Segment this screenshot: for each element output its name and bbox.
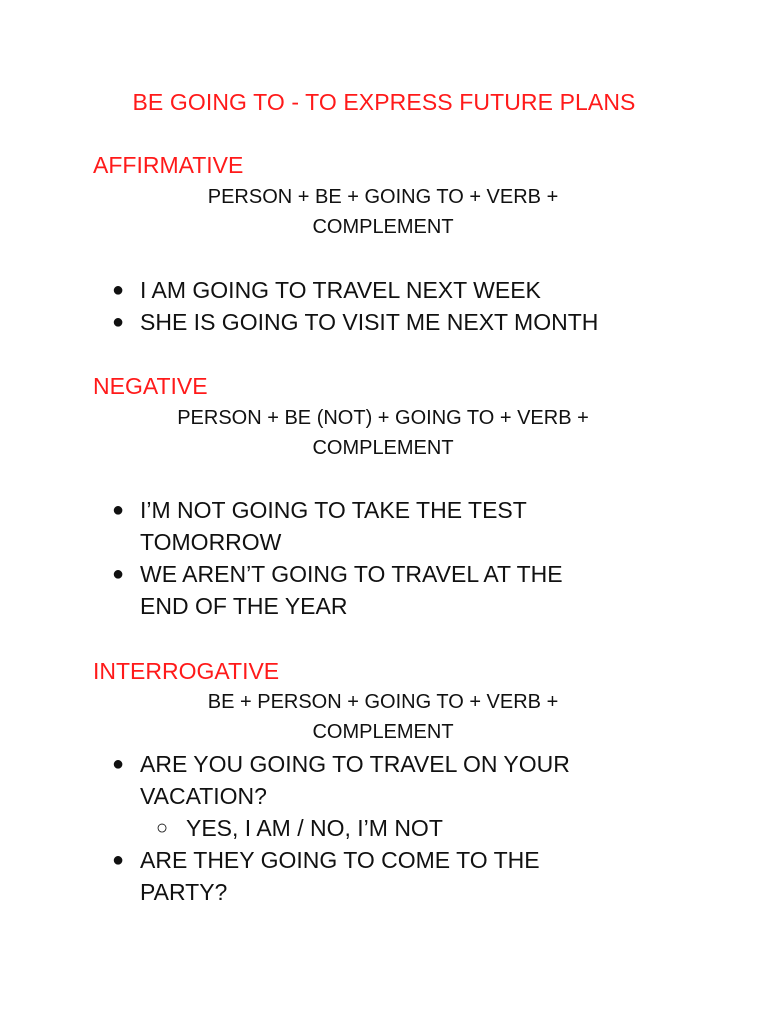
- formula-line: PERSON + BE (NOT) + GOING TO + VERB +: [177, 407, 589, 429]
- page-title: BE GOING TO - TO EXPRESS FUTURE PLANS: [132, 89, 636, 115]
- examples-affirmative: [112, 274, 672, 338]
- formula-affirmative: [118, 182, 648, 242]
- example-text: ARE YOU GOING TO TRAVEL ON YOUR: [140, 751, 570, 777]
- bullet-icon: ●: [112, 753, 125, 775]
- example-text: ARE THEY GOING TO COME TO THE: [140, 847, 540, 873]
- answer-text: YES, I AM / NO, I’M NOT: [186, 815, 443, 841]
- example-text: SHE IS GOING TO VISIT ME NEXT MONTH: [140, 309, 599, 335]
- formula-line: PERSON + BE + GOING TO + VERB +: [207, 186, 559, 208]
- example-text: I AM GOING TO TRAVEL NEXT WEEK: [140, 277, 541, 303]
- formula-negative: [118, 403, 648, 463]
- formula-interrogative: [118, 687, 648, 747]
- example-text: I’M NOT GOING TO TAKE THE TEST: [140, 497, 527, 523]
- list-item: [112, 274, 672, 306]
- formula-line: COMPLEMENT: [312, 437, 454, 459]
- sub-bullet-icon: ○: [156, 817, 169, 839]
- bullet-icon: ●: [112, 311, 125, 333]
- bullet-icon: ●: [112, 499, 125, 521]
- formula-line: BE + PERSON + GOING TO + VERB +: [207, 691, 559, 713]
- section-heading-interrogative: INTERROGATIVE: [93, 658, 280, 684]
- example-text: WE AREN’T GOING TO TRAVEL AT THE: [140, 561, 563, 587]
- list-item: [112, 748, 672, 812]
- formula-line: COMPLEMENT: [312, 216, 454, 238]
- formula-line: COMPLEMENT: [312, 721, 454, 743]
- list-item-answer: [112, 812, 672, 844]
- list-item: [112, 494, 672, 558]
- list-item: [112, 306, 672, 338]
- example-text-continued: VACATION?: [140, 783, 267, 809]
- bullet-icon: ●: [112, 563, 125, 585]
- section-heading-affirmative: AFFIRMATIVE: [93, 152, 244, 178]
- example-text-continued: END OF THE YEAR: [140, 593, 348, 619]
- examples-interrogative: [112, 748, 672, 908]
- examples-negative: [112, 494, 672, 622]
- bullet-icon: ●: [112, 279, 125, 301]
- section-heading-negative: NEGATIVE: [93, 373, 208, 399]
- list-item: [112, 844, 672, 908]
- list-item: [112, 558, 672, 622]
- example-text-continued: TOMORROW: [140, 529, 282, 555]
- example-text-continued: PARTY?: [140, 879, 228, 905]
- bullet-icon: ●: [112, 849, 125, 871]
